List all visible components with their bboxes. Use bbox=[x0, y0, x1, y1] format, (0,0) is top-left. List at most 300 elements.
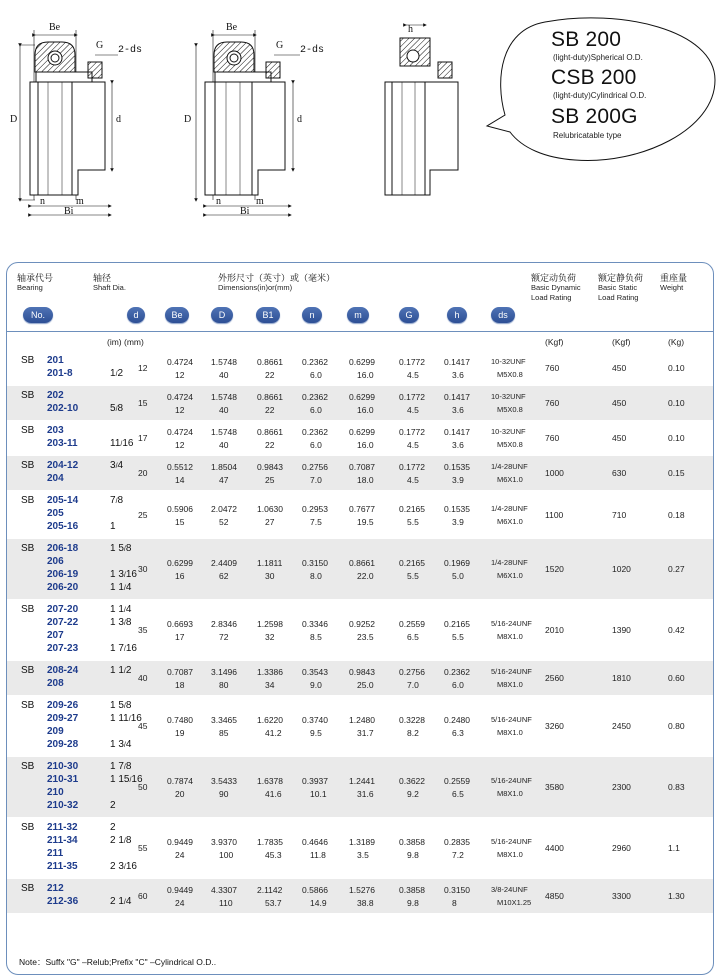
dim-inch: 3.9370 bbox=[211, 837, 237, 847]
bearing-code: 201-8 bbox=[47, 368, 73, 379]
dim-mm: 16.0 bbox=[357, 370, 374, 380]
bearing-code: 207-20 bbox=[47, 604, 79, 615]
dim-inch: 0.9843 bbox=[349, 667, 375, 677]
dim-inch: 0.3150 bbox=[302, 558, 328, 568]
fraction-denominator: / bbox=[115, 406, 118, 413]
dim-inch: 0.3622 bbox=[399, 776, 425, 786]
pill-no: No. bbox=[23, 307, 53, 323]
dim-mm: 4.5 bbox=[407, 405, 419, 415]
shaft-mm: 17 bbox=[138, 433, 148, 443]
fraction-numerator: 7 bbox=[110, 495, 116, 506]
bearing-drawings bbox=[0, 0, 720, 245]
dim-inch: 0.4724 bbox=[167, 392, 193, 402]
dim-mm: 11.8 bbox=[310, 850, 326, 860]
unit-dyn: (Kgf) bbox=[545, 337, 564, 347]
shaft-mm: 60 bbox=[138, 891, 148, 901]
fraction-numerator: 1 3 bbox=[110, 569, 124, 580]
pill-be: Be bbox=[165, 307, 189, 323]
callout-line2: CSB 200 bbox=[551, 66, 637, 89]
ds-metric-thread: M5X0.8 bbox=[497, 405, 523, 414]
dim-inch: 1.0630 bbox=[257, 503, 283, 514]
dim-mm: 5.5 bbox=[407, 516, 419, 527]
ds-metric-thread: M8X1.0 bbox=[497, 789, 523, 798]
sb-label: SB bbox=[21, 883, 35, 894]
fraction-denominator-value: 8 bbox=[125, 835, 132, 846]
dim-inch: 0.2835 bbox=[444, 837, 470, 847]
fraction-denominator: / bbox=[123, 572, 126, 579]
bearing-code: 210 bbox=[47, 787, 64, 798]
fraction-denominator-value: 4 bbox=[125, 896, 132, 907]
bearing-spec-table bbox=[6, 262, 714, 975]
dim-inch: 1.3189 bbox=[349, 837, 375, 847]
weight: 0.60 bbox=[668, 673, 685, 683]
static-load: 2300 bbox=[612, 782, 631, 792]
shaft-mm: 30 bbox=[138, 564, 148, 574]
header-sta-en1: Basic Static bbox=[598, 283, 638, 292]
shaft-inch-fraction bbox=[110, 495, 123, 506]
shaft-inch-fraction bbox=[110, 604, 131, 615]
dim-inch: 0.3543 bbox=[302, 667, 328, 677]
bearing-code: 210-32 bbox=[47, 800, 79, 811]
dim-inch: 0.2362 bbox=[302, 427, 328, 437]
dim-mm: 4.5 bbox=[407, 370, 419, 380]
dim-inch: 2.0472 bbox=[211, 503, 237, 514]
dim-inch: 1.6220 bbox=[257, 715, 283, 725]
weight: 0.15 bbox=[668, 468, 685, 478]
dim-mm: 20 bbox=[175, 789, 185, 799]
bearing-code: 209 bbox=[47, 726, 64, 737]
dim-mm: 16.0 bbox=[357, 440, 374, 450]
fraction-denominator: / bbox=[123, 546, 126, 553]
bearing-code: 211-34 bbox=[47, 835, 78, 846]
static-load: 630 bbox=[612, 468, 627, 478]
shaft-inch-fraction bbox=[110, 700, 131, 711]
callout-line3: SB 200G bbox=[551, 105, 638, 128]
bearing-code: 204 bbox=[47, 473, 64, 484]
pill-h: h bbox=[447, 307, 467, 323]
fraction-denominator-value: 16 bbox=[130, 713, 142, 724]
label-h-3: h bbox=[408, 24, 413, 35]
shaft-inch-fraction bbox=[110, 368, 123, 379]
label-m-2: m bbox=[256, 196, 264, 207]
fraction-numerator: 1 1 bbox=[110, 665, 124, 676]
dim-mm: 5.5 bbox=[452, 632, 464, 642]
static-load: 3300 bbox=[612, 891, 631, 901]
dim-mm: 9.8 bbox=[407, 850, 419, 860]
ds-metric-thread: M8X1.0 bbox=[497, 728, 523, 737]
static-load: 1810 bbox=[612, 673, 631, 683]
dim-inch: 3.3465 bbox=[211, 715, 237, 725]
fraction-denominator-value: 8 bbox=[117, 495, 124, 506]
static-load: 450 bbox=[612, 433, 627, 443]
drawing-cylindrical bbox=[196, 30, 300, 215]
shaft-inch-fraction bbox=[110, 617, 131, 628]
ds-metric-thread: M8X1.0 bbox=[497, 632, 523, 641]
header-bearing-cn: 轴承代号 bbox=[17, 273, 54, 283]
dynamic-load: 1000 bbox=[545, 468, 564, 478]
shaft-inch-fraction bbox=[110, 761, 131, 772]
sb-label: SB bbox=[21, 460, 35, 471]
callout-line3-sub: Relubricatable type bbox=[553, 131, 622, 140]
bearing-code: 206-18 bbox=[47, 543, 79, 554]
ds-metric-thread: M5X0.8 bbox=[497, 440, 523, 449]
dim-inch: 0.7087 bbox=[167, 667, 193, 677]
dynamic-load: 3260 bbox=[545, 721, 564, 731]
callout-line2-sub: (light-duty)Cylindrical O.D. bbox=[553, 91, 647, 100]
dim-inch: 0.1417 bbox=[444, 357, 470, 367]
label-m-1: m bbox=[76, 196, 84, 207]
dim-mm: 8.5 bbox=[310, 632, 322, 642]
dim-mm: 41.2 bbox=[265, 728, 282, 738]
bearing-code: 212 bbox=[47, 883, 64, 894]
dim-mm: 22 bbox=[265, 440, 275, 450]
fraction-denominator-value: 8 bbox=[125, 617, 132, 628]
dim-inch: 0.9449 bbox=[167, 885, 193, 895]
dim-mm: 6.0 bbox=[452, 680, 464, 690]
fraction-denominator: / bbox=[129, 777, 132, 784]
fraction-denominator: / bbox=[123, 838, 126, 845]
fraction-denominator-value: 16 bbox=[122, 438, 134, 449]
fraction-denominator-value: 16 bbox=[125, 569, 137, 580]
fraction-denominator: / bbox=[123, 585, 126, 592]
dim-mm: 6.5 bbox=[452, 789, 464, 799]
fraction-numerator: 3 bbox=[110, 460, 116, 471]
dim-mm: 23.5 bbox=[357, 632, 374, 642]
dim-inch: 0.6299 bbox=[349, 357, 375, 367]
ds-inch-thread: 3/8-24UNF bbox=[491, 885, 528, 894]
dim-inch: 0.2362 bbox=[444, 667, 470, 677]
static-load: 450 bbox=[612, 398, 627, 408]
sb-label: SB bbox=[21, 822, 35, 833]
dim-mm: 18 bbox=[175, 680, 185, 690]
fraction-denominator-value: 4 bbox=[125, 739, 132, 750]
fraction-numerator: 5 bbox=[110, 403, 116, 414]
dim-inch: 0.5906 bbox=[167, 503, 193, 514]
fraction-denominator-value: 8 bbox=[125, 700, 132, 711]
ds-metric-thread: M6X1.0 bbox=[497, 516, 523, 526]
dim-mm: 3.9 bbox=[452, 475, 464, 485]
fraction-numerator: 1 7 bbox=[110, 643, 124, 654]
dim-mm: 100 bbox=[219, 850, 234, 860]
weight: 1.30 bbox=[668, 891, 685, 901]
dim-mm: 40 bbox=[219, 405, 229, 415]
fraction-denominator-value: 16 bbox=[131, 774, 143, 785]
dim-inch: 0.2362 bbox=[302, 357, 328, 367]
fraction-denominator: / bbox=[123, 607, 126, 614]
dim-mm: 38.8 bbox=[357, 898, 374, 908]
dynamic-load: 2010 bbox=[545, 625, 564, 635]
bearing-code: 201 bbox=[47, 355, 64, 366]
pill-n: n bbox=[302, 307, 322, 323]
header-dims-cn: 外形尺寸（英寸）或（毫米） bbox=[218, 273, 336, 283]
shaft-mm: 55 bbox=[138, 843, 148, 853]
sb-label: SB bbox=[21, 495, 35, 506]
dim-inch: 0.8661 bbox=[257, 392, 283, 402]
dynamic-load: 1520 bbox=[545, 564, 564, 574]
dim-inch: 0.7874 bbox=[167, 776, 193, 786]
dim-inch: 2.8346 bbox=[211, 619, 237, 629]
dim-mm: 27 bbox=[265, 516, 275, 527]
unit-shaft: (im) (mm) bbox=[107, 337, 144, 347]
shaft-inch-fraction bbox=[110, 861, 137, 872]
bearing-code: 210-31 bbox=[47, 774, 79, 785]
dim-mm: 12 bbox=[175, 405, 185, 415]
dim-inch: 1.5276 bbox=[349, 885, 375, 895]
dynamic-load: 4850 bbox=[545, 891, 564, 901]
shaft-inch-fraction bbox=[110, 665, 131, 676]
bearing-code: 208 bbox=[47, 678, 64, 689]
dim-inch: 0.3228 bbox=[399, 715, 425, 725]
ds-metric-thread: M8X1.0 bbox=[497, 680, 523, 689]
fraction-denominator: / bbox=[115, 463, 118, 470]
dim-inch: 0.2756 bbox=[302, 462, 328, 472]
dim-mm: 45.3 bbox=[265, 850, 282, 860]
dim-inch: 1.2441 bbox=[349, 776, 375, 786]
dim-inch: 0.3150 bbox=[444, 885, 470, 895]
label-d-2: d bbox=[297, 114, 302, 125]
dim-mm: 3.6 bbox=[452, 440, 464, 450]
dim-inch: 3.5433 bbox=[211, 776, 237, 786]
shaft-mm: 35 bbox=[138, 625, 148, 635]
bearing-code: 204-12 bbox=[47, 460, 79, 471]
drawing-relubricatable bbox=[385, 25, 458, 195]
dim-inch: 1.8504 bbox=[211, 462, 237, 472]
dim-mm: 40 bbox=[219, 440, 229, 450]
dim-inch: 4.3307 bbox=[211, 885, 237, 895]
dim-inch: 0.2362 bbox=[302, 392, 328, 402]
dynamic-load: 1100 bbox=[545, 509, 564, 520]
ds-metric-thread: M8X1.0 bbox=[497, 850, 523, 859]
bearing-code: 207-22 bbox=[47, 617, 79, 628]
bearing-code: 207-23 bbox=[47, 643, 79, 654]
fraction-numerator: 1 bbox=[110, 368, 116, 379]
bearing-code: 212-36 bbox=[47, 896, 79, 907]
weight: 0.83 bbox=[668, 782, 685, 792]
dim-mm: 3.5 bbox=[357, 850, 369, 860]
dim-mm: 8.0 bbox=[310, 571, 322, 581]
dim-mm: 22 bbox=[265, 370, 275, 380]
shaft-inch-fraction bbox=[110, 896, 131, 907]
dim-inch: 0.2165 bbox=[444, 619, 470, 629]
fraction-numerator: 2 1 bbox=[110, 835, 124, 846]
shaft-inch-fraction bbox=[110, 403, 123, 414]
dim-mm: 47 bbox=[219, 475, 229, 485]
fraction-numerator: 1 1 bbox=[110, 582, 124, 593]
fraction-numerator: 1 5 bbox=[110, 543, 124, 554]
header-shaft-cn: 轴径 bbox=[93, 273, 112, 283]
dim-mm: 3.6 bbox=[452, 405, 464, 415]
sb-label: SB bbox=[21, 543, 35, 554]
dim-mm: 6.0 bbox=[310, 370, 322, 380]
sb-label: SB bbox=[21, 425, 35, 436]
fraction-denominator-value: 2 bbox=[117, 368, 124, 379]
dim-inch: 0.4646 bbox=[302, 837, 328, 847]
dynamic-load: 3580 bbox=[545, 782, 564, 792]
dim-inch: 0.9843 bbox=[257, 462, 283, 472]
fraction-numerator: 2 1 bbox=[110, 896, 124, 907]
unit-wt: (Kg) bbox=[668, 337, 685, 347]
dim-mm: 9.8 bbox=[407, 898, 419, 908]
shaft-inch-fraction bbox=[110, 438, 133, 449]
pill-D: D bbox=[211, 307, 233, 323]
shaft-mm: 15 bbox=[138, 398, 148, 408]
bearing-code: 208-24 bbox=[47, 665, 79, 676]
unit-sta: (Kgf) bbox=[612, 337, 631, 347]
header-wt-en: Weight bbox=[660, 283, 684, 292]
header-sta-cn: 额定静负荷 bbox=[598, 273, 644, 283]
bearing-code: 205-16 bbox=[47, 521, 79, 532]
ds-metric-thread: M10X1.25 bbox=[497, 898, 532, 907]
bearing-code: 209-28 bbox=[47, 739, 79, 750]
bearing-code: 202 bbox=[47, 390, 64, 401]
dim-mm: 7.2 bbox=[452, 850, 464, 860]
bearing-code: 206-20 bbox=[47, 582, 79, 593]
fraction-denominator-value: 4 bbox=[125, 604, 132, 615]
static-load: 2960 bbox=[612, 843, 631, 853]
ds-inch-thread: 10-32UNF bbox=[491, 392, 526, 401]
dim-mm: 31.6 bbox=[357, 789, 374, 799]
dim-inch: 0.6299 bbox=[167, 558, 193, 568]
dim-inch: 0.1772 bbox=[399, 392, 425, 402]
weight: 0.10 bbox=[668, 433, 685, 443]
label-be-1: Be bbox=[49, 22, 61, 33]
dim-inch: 0.1417 bbox=[444, 427, 470, 437]
dim-mm: 6.3 bbox=[452, 728, 464, 738]
fraction-denominator: / bbox=[115, 498, 118, 505]
bearing-code: 206-19 bbox=[47, 569, 79, 580]
fraction-denominator: / bbox=[123, 646, 126, 653]
bearing-code: 206 bbox=[47, 556, 64, 567]
dim-inch: 0.4724 bbox=[167, 427, 193, 437]
bearing-code: 205-14 bbox=[47, 495, 79, 506]
fraction-numerator: 1 7 bbox=[110, 761, 124, 772]
ds-inch-thread: 5/16-24UNF bbox=[491, 667, 532, 676]
dim-inch: 0.1772 bbox=[399, 427, 425, 437]
header-dims-en: Dimensions(in)or(mm) bbox=[218, 283, 293, 292]
bearing-code: 211 bbox=[47, 848, 64, 859]
static-load: 1020 bbox=[612, 564, 631, 574]
fraction-denominator-value: 16 bbox=[125, 861, 137, 872]
dim-inch: 0.3740 bbox=[302, 715, 328, 725]
shaft-inch-fraction bbox=[110, 543, 131, 554]
dynamic-load: 4400 bbox=[545, 843, 564, 853]
shaft-inch-fraction bbox=[110, 569, 137, 580]
pill-b1: B1 bbox=[256, 307, 280, 323]
bearing-code: 209-26 bbox=[47, 700, 79, 711]
dim-mm: 8.2 bbox=[407, 728, 419, 738]
fraction-numerator: 1 bbox=[110, 521, 116, 532]
dim-mm: 22 bbox=[265, 405, 275, 415]
dim-mm: 3.6 bbox=[452, 370, 464, 380]
fraction-numerator: 1 11 bbox=[110, 713, 129, 724]
dim-mm: 24 bbox=[175, 850, 185, 860]
shaft-mm: 40 bbox=[138, 673, 148, 683]
dim-mm: 15 bbox=[175, 516, 185, 527]
dim-inch: 0.2756 bbox=[399, 667, 425, 677]
dim-mm: 80 bbox=[219, 680, 229, 690]
dim-inch: 0.8661 bbox=[257, 427, 283, 437]
dim-mm: 85 bbox=[219, 728, 229, 738]
shaft-inch-fraction bbox=[110, 643, 137, 654]
dim-inch: 2.4409 bbox=[211, 558, 237, 568]
sb-label: SB bbox=[21, 355, 35, 366]
bearing-code: 202-10 bbox=[47, 403, 79, 414]
dim-mm: 16.0 bbox=[357, 405, 374, 415]
dim-inch: 3.1496 bbox=[211, 667, 237, 677]
fraction-denominator: / bbox=[128, 716, 131, 723]
dim-mm: 6.0 bbox=[310, 405, 322, 415]
weight: 0.10 bbox=[668, 398, 685, 408]
dim-mm: 41.6 bbox=[265, 789, 282, 799]
header-dyn-en2: Load Rating bbox=[531, 293, 572, 302]
dim-mm: 10.1 bbox=[310, 789, 327, 799]
ds-metric-thread: M6X1.0 bbox=[497, 571, 523, 580]
dim-mm: 6.0 bbox=[310, 440, 322, 450]
dim-mm: 4.5 bbox=[407, 440, 419, 450]
shaft-mm: 50 bbox=[138, 782, 148, 792]
fraction-denominator: / bbox=[123, 668, 126, 675]
bearing-code: 210-30 bbox=[47, 761, 79, 772]
dim-inch: 0.2480 bbox=[444, 715, 470, 725]
dim-inch: 0.8661 bbox=[257, 357, 283, 367]
dim-mm: 19.5 bbox=[357, 516, 374, 527]
bearing-code: 211-35 bbox=[47, 861, 78, 872]
bearing-code: 203 bbox=[47, 425, 64, 436]
dim-mm: 19 bbox=[175, 728, 185, 738]
label-bi-2: Bi bbox=[240, 206, 250, 217]
ds-inch-thread: 1/4-28UNF bbox=[491, 503, 528, 513]
dim-mm: 9.5 bbox=[310, 728, 322, 738]
sb-label: SB bbox=[21, 665, 35, 676]
ds-inch-thread: 10-32UNF bbox=[491, 357, 526, 366]
label-d-1: d bbox=[116, 114, 121, 125]
dim-inch: 1.2598 bbox=[257, 619, 283, 629]
fraction-numerator: 1 3 bbox=[110, 617, 124, 628]
dim-inch: 1.5748 bbox=[211, 392, 237, 402]
dim-mm: 17 bbox=[175, 632, 185, 642]
dim-inch: 0.1969 bbox=[444, 558, 470, 568]
dim-mm: 32 bbox=[265, 632, 275, 642]
fraction-denominator: / bbox=[120, 441, 123, 448]
dim-inch: 2.1142 bbox=[257, 885, 283, 895]
pill-d: d bbox=[127, 307, 145, 323]
dim-inch: 0.7480 bbox=[167, 715, 193, 725]
label-ds-2: 2-ds bbox=[300, 45, 325, 56]
dim-mm: 53.7 bbox=[265, 898, 282, 908]
header-dyn-en1: Basic Dynamic bbox=[531, 283, 581, 292]
dim-inch: 0.2165 bbox=[399, 558, 425, 568]
dim-inch: 0.4724 bbox=[167, 357, 193, 367]
dim-mm: 9.2 bbox=[407, 789, 419, 799]
dim-mm: 3.9 bbox=[452, 516, 464, 527]
ds-inch-thread: 5/16-24UNF bbox=[491, 776, 532, 785]
header-dyn-cn: 额定动负荷 bbox=[531, 273, 577, 283]
header-sta-en2: Load Rating bbox=[598, 293, 639, 302]
dim-mm: 18.0 bbox=[357, 475, 374, 485]
dim-mm: 72 bbox=[219, 632, 229, 642]
dynamic-load: 760 bbox=[545, 363, 560, 373]
dim-inch: 0.1772 bbox=[399, 462, 425, 472]
dim-mm: 14 bbox=[175, 475, 185, 485]
dim-inch: 0.2559 bbox=[399, 619, 425, 629]
bearing-code: 209-27 bbox=[47, 713, 79, 724]
header-wt-cn: 重座量 bbox=[660, 273, 688, 283]
dim-inch: 1.3386 bbox=[257, 667, 283, 677]
label-g-2: G bbox=[276, 40, 284, 51]
ds-metric-thread: M5X0.8 bbox=[497, 370, 523, 379]
static-load: 710 bbox=[612, 509, 627, 520]
fraction-numerator: 1 15 bbox=[110, 774, 130, 785]
